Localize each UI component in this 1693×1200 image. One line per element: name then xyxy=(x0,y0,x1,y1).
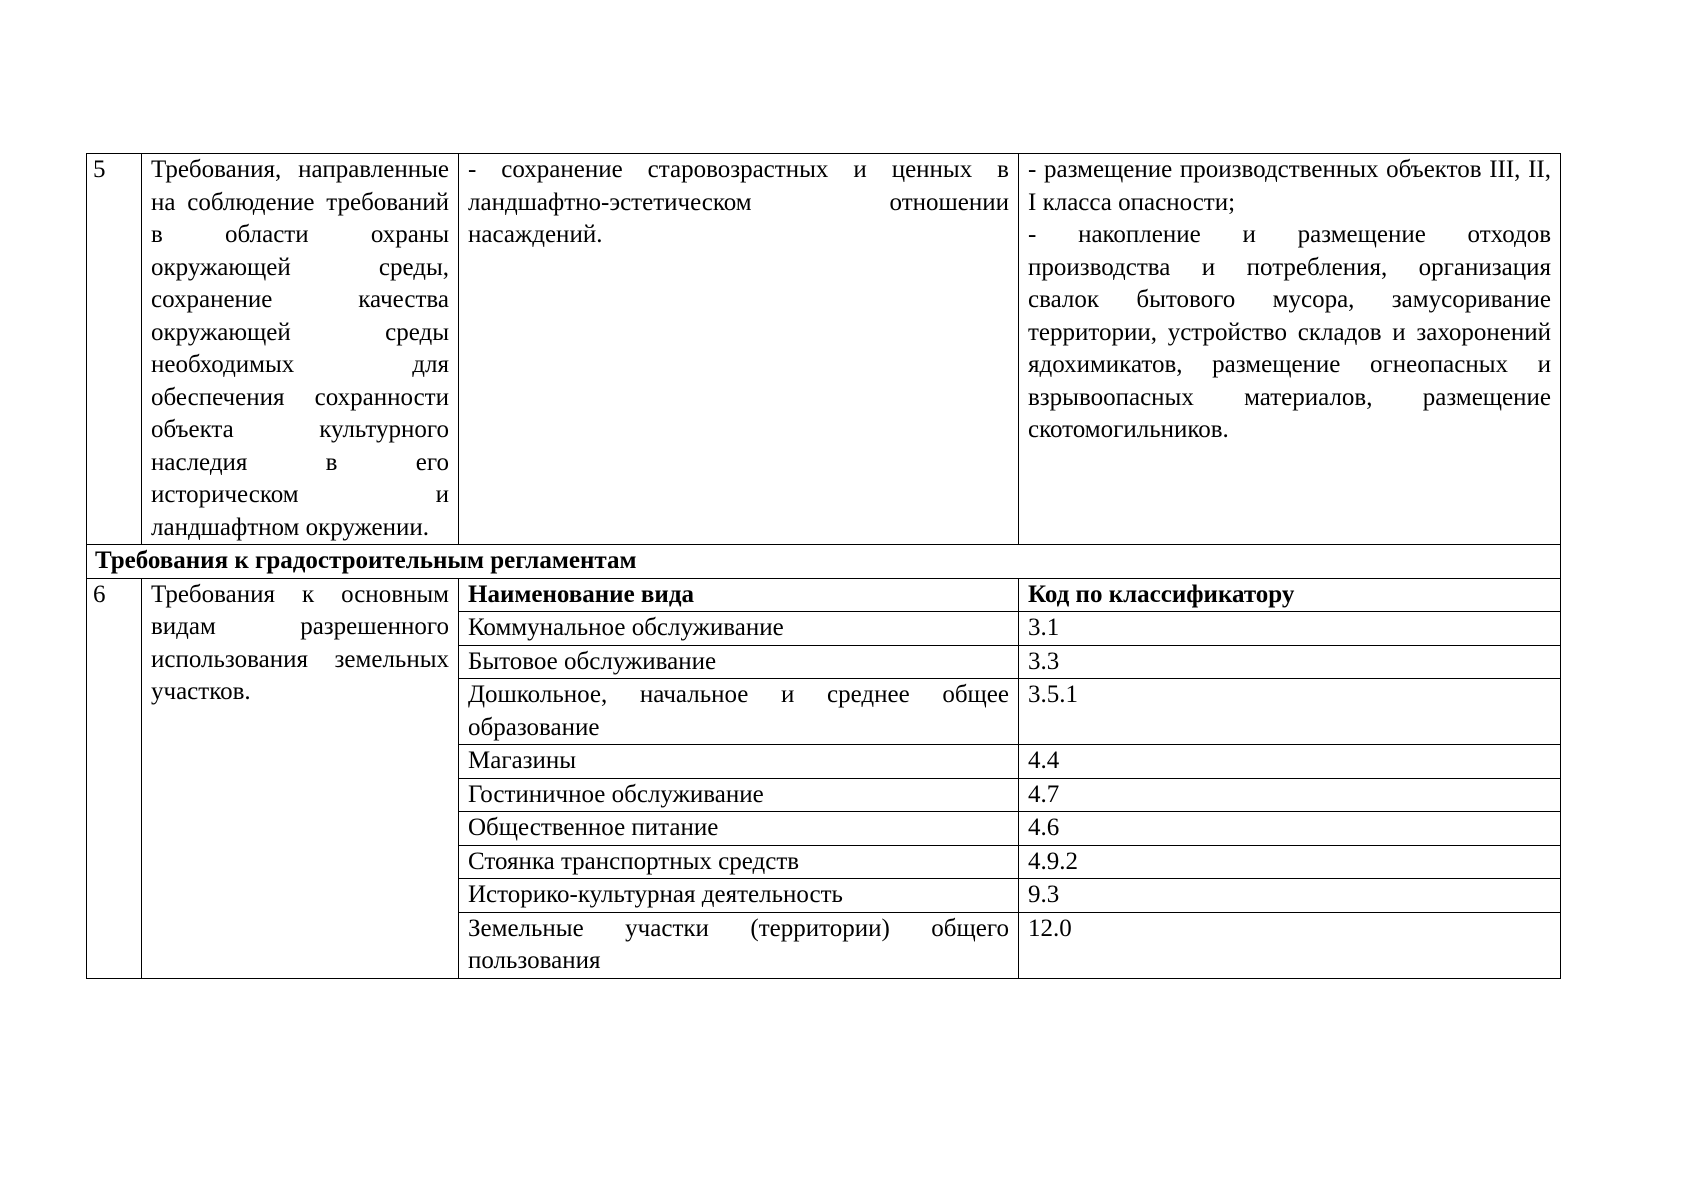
requirement-text: Требования, направленные на соблюдение требований в области охраны окружающей среды, сохранение качества окружающей среды необходимых для обеспечения сохранности объекта культурного наследия в его историческом и ландшафтном окружении. xyxy=(142,154,459,545)
requirement-text: Требования к основным видам разрешенного использования земельных участков. xyxy=(142,578,459,978)
use-type-code: 4.6 xyxy=(1019,812,1561,846)
table-row-5 xyxy=(87,154,1561,545)
prohibited-item: - размещение производственных объектов III, II, I класса опасности; xyxy=(1028,156,1551,216)
use-type-code: 3.1 xyxy=(1019,612,1561,646)
use-type-name: Магазины xyxy=(459,745,1019,779)
use-type-name: Общественное питание xyxy=(459,812,1019,846)
table-row-6-header xyxy=(87,578,1561,612)
use-type-code: 9.3 xyxy=(1019,879,1561,913)
use-type-name: Гостиничное обслуживание xyxy=(459,778,1019,812)
use-type-name: Коммунальное обслуживание xyxy=(459,612,1019,646)
use-type-code: 3.5.1 xyxy=(1019,679,1561,745)
use-type-name: Земельные участки (территории) общего пользования xyxy=(459,912,1019,978)
use-type-name: Стоянка транспортных средств xyxy=(459,845,1019,879)
regulations-table xyxy=(86,153,1561,979)
section-heading: Требования к градостроительным регламентам xyxy=(87,545,1561,579)
use-type-code: 12.0 xyxy=(1019,912,1561,978)
allowed-text: - сохранение старовозрастных и ценных в ландшафтно-эстетическом отношении насаждений. xyxy=(459,154,1019,545)
use-type-code: 4.9.2 xyxy=(1019,845,1561,879)
row-number: 5 xyxy=(87,154,142,545)
column-header-name: Наименование вида xyxy=(459,578,1019,612)
use-type-code: 4.7 xyxy=(1019,778,1561,812)
prohibited-cell xyxy=(1019,154,1561,545)
use-type-code: 4.4 xyxy=(1019,745,1561,779)
prohibited-item: - накопление и размещение отходов производства и потребления, организация свалок бытового мусора, замусоривание территории, устройство складов и захоронений ядохимикатов, размещение огнеопасных и взрывоопасных материалов, размещение скотомогильников. xyxy=(1028,221,1551,443)
use-type-code: 3.3 xyxy=(1019,645,1561,679)
use-type-name: Бытовое обслуживание xyxy=(459,645,1019,679)
section-heading-row xyxy=(87,545,1561,579)
row-number: 6 xyxy=(87,578,142,978)
column-header-code: Код по классификатору xyxy=(1019,578,1561,612)
use-type-name: Дошкольное, начальное и среднее общее образование xyxy=(459,679,1019,745)
use-type-name: Историко-культурная деятельность xyxy=(459,879,1019,913)
